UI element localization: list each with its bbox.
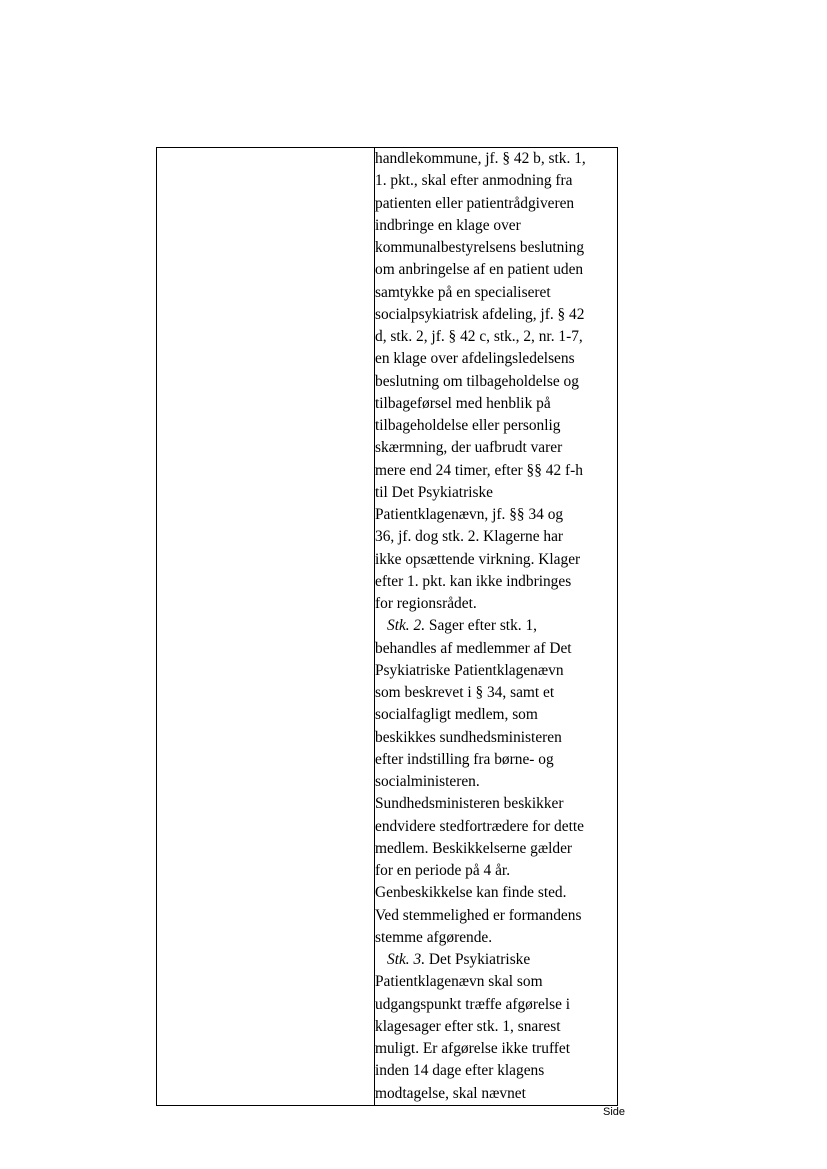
text-line: for regionsrådet. (375, 595, 477, 612)
table-row (157, 148, 618, 1106)
current-text-column (157, 148, 375, 1106)
paragraph-2 (375, 638, 617, 950)
text-line: modtagelse, skal nævnet (375, 1084, 526, 1102)
text-line: stemme afgørende. (375, 928, 493, 946)
text-line: medlem. Beskikkelserne gælder (375, 839, 573, 857)
text-line: udgangspunkt træffe afgørelse i (375, 995, 571, 1013)
text-line: endvidere stedfortrædere for dette (375, 817, 584, 835)
paragraph-3 (375, 971, 617, 1105)
text-line: tilbageførsel med henblik på (375, 394, 551, 412)
text-line: Ved stemmelighed er formandens (375, 906, 582, 924)
text-line: mere end 24 timer, efter §§ 42 f-h (375, 461, 583, 479)
text-line: Psykiatriske Patientklagenævn (375, 661, 564, 679)
stk3-label: Stk. 3. (387, 951, 426, 968)
stk2-heading-line (375, 615, 617, 637)
text-line: kommunalbestyrelsens beslutning (375, 239, 585, 256)
text-line: samtykke på en specialiseret (375, 283, 551, 301)
law-comparison-table (156, 147, 618, 1106)
text-line: som beskrevet i § 34, samt et (375, 684, 555, 701)
text-line: tilbageholdelse eller personlig (375, 417, 561, 434)
text-line: socialfagligt medlem, som (375, 706, 538, 724)
text-line: for en periode på 4 år. (375, 862, 511, 879)
text-line: d, stk. 2, jf. § 42 c, stk., 2, nr. 1-7, (375, 328, 583, 345)
text-line: en klage over afdelingsledelsens (375, 350, 575, 368)
paragraph-1 (375, 148, 617, 615)
text-line: om anbringelse af en patient uden (375, 261, 584, 279)
section-text (375, 148, 617, 1105)
proposed-text-column (375, 148, 618, 1106)
text-line: indbringe en klage over (375, 216, 521, 234)
stk2-first-text: Sager efter stk. 1, (425, 617, 538, 635)
text-line: socialpsykiatrisk afdeling, jf. § 42 (375, 305, 585, 323)
text-line: efter 1. pkt. kan ikke indbringes (375, 572, 572, 590)
text-line: til Det Psykiatriske (375, 483, 493, 501)
text-line: beskikkes sundhedsministeren (375, 728, 562, 746)
text-line: klagesager efter stk. 1, snarest (375, 1017, 561, 1035)
text-line: 36, jf. dog stk. 2. Klagerne har (375, 528, 564, 546)
text-line: Patientklagenævn, jf. §§ 34 og (375, 506, 564, 523)
text-line: muligt. Er afgørelse ikke truffet (375, 1040, 571, 1057)
text-line: ikke opsættende virkning. Klager (375, 550, 581, 568)
text-line: patienten eller patientrådgiveren (375, 194, 575, 212)
text-line: socialministeren. (375, 773, 480, 790)
stk3-first-text: Det Psykiatriske (425, 951, 531, 968)
text-line: handlekommune, jf. § 42 b, stk. 1, (375, 150, 586, 167)
text-line: efter indstilling fra børne- og (375, 750, 554, 768)
stk3-heading-line (375, 949, 617, 971)
text-line: beslutning om tilbageholdelse og (375, 372, 579, 390)
text-line: inden 14 dage efter klagens (375, 1062, 545, 1080)
page-footer-label: Side (603, 1106, 626, 1118)
text-line: Genbeskikkelse kan finde sted. (375, 884, 567, 902)
text-line: Sundhedsministeren beskikker (375, 795, 564, 813)
text-line: skærmning, der uafbrudt varer (375, 439, 563, 457)
stk2-label: Stk. 2. (387, 617, 426, 635)
text-line: Patientklagenævn skal som (375, 973, 543, 991)
text-line: behandles af medlemmer af Det (375, 639, 572, 657)
text-line: 1. pkt., skal efter anmodning fra (375, 172, 573, 190)
